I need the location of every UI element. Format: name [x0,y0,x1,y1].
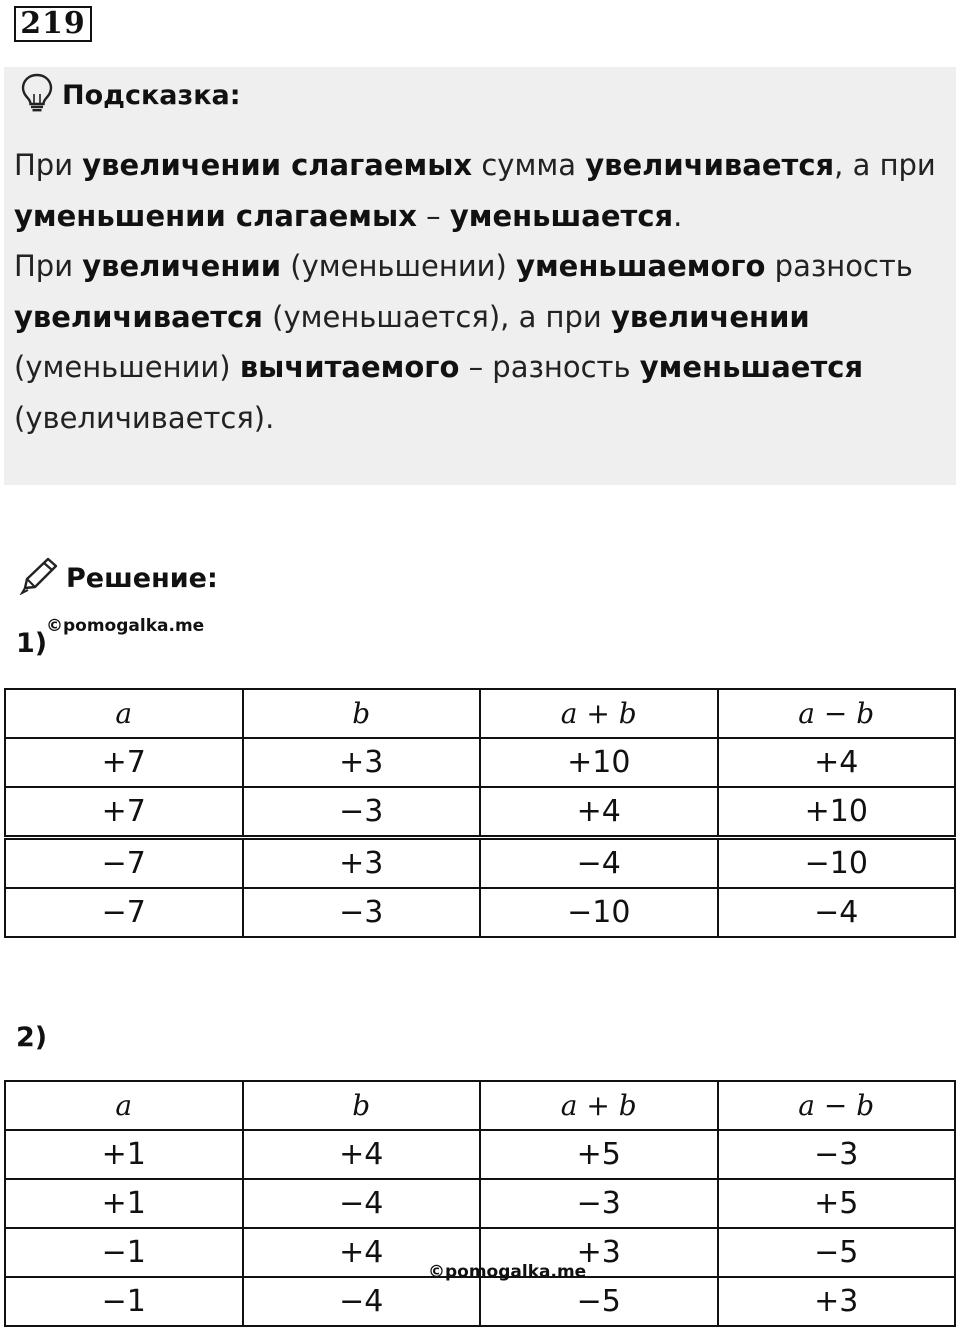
pencil-icon [18,555,60,602]
table-cell: +10 [480,738,718,787]
table-cell: −5 [480,1277,718,1326]
lightbulb-icon [20,72,54,119]
table-cell: −1 [5,1228,243,1277]
hint-text-run: (уменьшается), а при [262,299,611,334]
table-row [5,838,955,889]
hint-line [14,140,944,191]
hint-text-run: (уменьшении) [281,249,517,283]
hint-bold-run: увеличении [611,299,810,334]
table-cell: −3 [243,888,481,937]
table-cell: +3 [243,838,481,889]
hint-bold-run: уменьшаемого [516,249,766,283]
hint-text-run: (увеличивается). [14,400,275,435]
table-cell: +1 [5,1179,243,1228]
hint-bold-run: увеличении [82,249,282,283]
table-cell: −3 [480,1179,718,1228]
hint-box [4,67,956,485]
hint-bold-run: вычитаемого [239,350,460,384]
watermark-bottom: ©pomogalka.me [428,1262,587,1282]
table-cell: −10 [480,888,718,937]
table-cell: −7 [5,838,243,889]
part-1-label: 1) [16,628,48,659]
table-cell: +3 [480,1228,718,1277]
table-row [5,787,955,838]
table-cell: +5 [480,1130,718,1179]
hint-text-run: . [673,198,683,233]
watermark-top: ©pomogalka.me [46,616,205,636]
hint-line [14,241,944,292]
table-row [5,1277,955,1326]
header-cell: b [243,689,481,738]
hint-text-run: (уменьшении) [14,350,240,384]
table-cell: +4 [243,1228,481,1277]
table-cell: +3 [243,738,481,787]
hint-text-run: – разность [459,350,640,384]
hint-line [14,393,944,444]
table-cell: −4 [243,1277,481,1326]
hint-text-run: – [416,198,450,233]
table-cell: +4 [480,787,718,838]
hint-text-run: При [14,249,83,283]
table-cell: +4 [243,1130,481,1179]
header-cell: a [5,1081,243,1130]
hint-bold-run: увеличивается [585,148,835,182]
hint-text-run: сумма [472,148,586,182]
table-cell: +3 [718,1277,956,1326]
hint-line [14,191,944,242]
hint-header [20,75,241,115]
answer-table-1 [4,688,956,938]
hint-line [14,342,944,393]
table-cell: +4 [718,738,956,787]
header-cell: a [5,689,243,738]
table-header-row [5,1081,955,1130]
hint-text-run: разность [765,249,913,283]
header-cell: a + b [480,689,718,738]
table-cell: −4 [480,838,718,889]
table-cell: +5 [718,1179,956,1228]
table-cell: −7 [5,888,243,937]
header-cell: a + b [480,1081,718,1130]
table-cell: +7 [5,738,243,787]
hint-title: Подсказка: [62,79,241,111]
table-row [5,1130,955,1179]
header-cell: b [243,1081,481,1130]
hint-bold-run: увеличивается [14,299,263,334]
solution-header [18,556,218,600]
table-cell: +10 [718,787,956,838]
table-cell: +7 [5,787,243,838]
table-cell: −1 [5,1277,243,1326]
header-cell: a − b [718,1081,956,1130]
table-cell: −5 [718,1228,956,1277]
table-header-row [5,689,955,738]
hint-line [14,292,944,343]
hint-text-run: При [14,148,83,182]
table-cell: −3 [718,1130,956,1179]
hint-bold-run: увеличении слагаемых [82,148,473,182]
table-cell: +1 [5,1130,243,1179]
task-number: 219 [14,6,92,42]
hint-bold-run: уменьшении слагаемых [14,198,417,233]
table-cell: −10 [718,838,956,889]
part-2-label: 2) [16,1022,48,1053]
table-row [5,888,955,937]
table-cell: −4 [243,1179,481,1228]
hint-text [14,140,944,443]
table-row [5,1179,955,1228]
table-cell: −4 [718,888,956,937]
hint-bold-run: уменьшается [449,198,674,233]
answer-table-2 [4,1080,956,1327]
table-row [5,738,955,787]
header-cell: a − b [718,689,956,738]
solution-title: Решение: [66,562,218,594]
table-cell: −3 [243,787,481,838]
hint-bold-run: уменьшается [639,350,864,384]
hint-text-run: , а при [834,148,936,182]
